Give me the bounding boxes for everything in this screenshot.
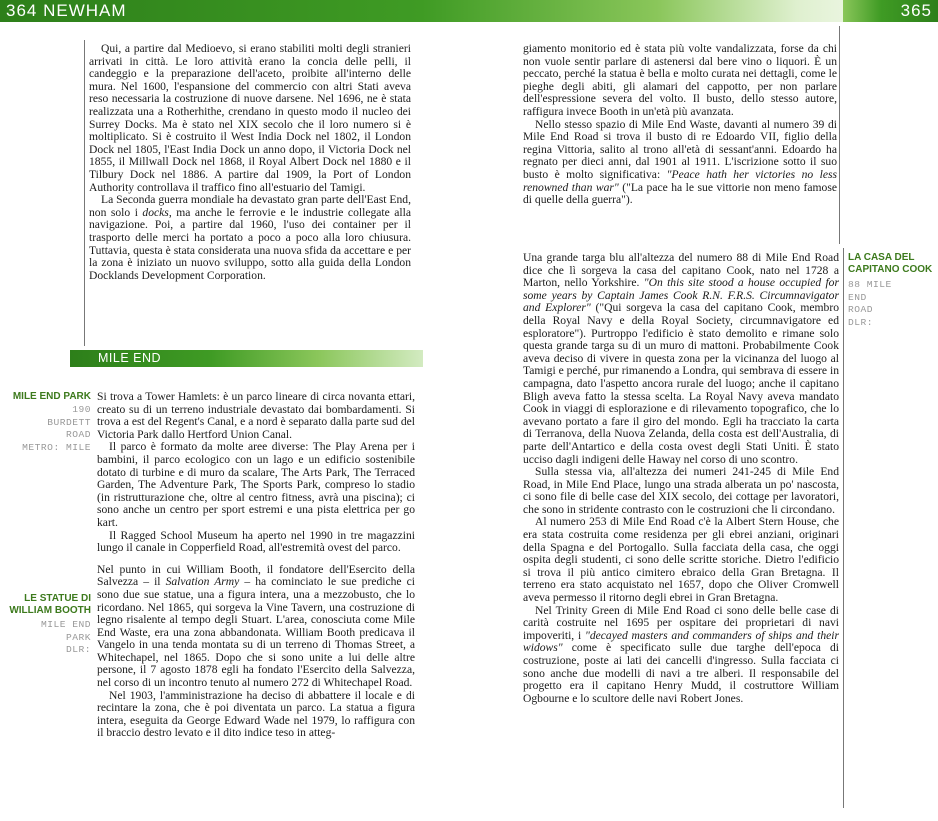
paragraph: Nel Trinity Green di Mile End Road ci sono delle belle case di carità costruite nel 1695 per ospitare dei proprietari di navi impoveriti, i "decayed masters and commanders of ships and their widows" come è specificato sulle due targhe dell'epoca di costruzione, poste ai lati dei cancelli d'ingresso. Sulla facciata ci sono anche due modelli di navi a tre alberi. Il responsabile del progetto era il capitano Henry Mudd, il costruttore William Ogbourne e lo scultore delle navi Robert Jones.: [523, 603, 839, 705]
paragraph: giamento monitorio ed è stata più volte vandalizzata, forse da chi non vuole sentir parlare di astenersi dal bere vino o liquori. È un peccato, perché la statua è bella e molto curata nei dettagli, come le pieghe degli abiti, gli alamari del cappotto, per non parlare dell'espressione severa del volto. Il busto, dello stesso autore, raffigura invece Booth in un'età più avanzata.: [523, 42, 837, 118]
sidebar-title-captain-cook: LA CASA DEL CAPITANO COOK: [848, 252, 933, 275]
section-title: MILE END: [98, 351, 162, 365]
right-page-number: 365: [900, 1, 932, 20]
page-header-bar: [0, 0, 938, 22]
column-rule-left-top: [84, 40, 85, 346]
paragraph: La Seconda guerra mondiale ha devastato gran parte dell'East End, non solo i docks, ma anche le ferrovie e le industrie collegate alla navigazione. Poi, a partire dal 1960, l'uso dei container per il trasporto delle merci ha portato a poco a poco alla loro chiusura. Tuttavia, questa è stata considerata una nuova sfida da accettare e per la zona è iniziato un nuovo sviluppo, sotto alla guida della London Docklands Development Corporation.: [89, 193, 411, 282]
sidebar-address-cook: 88 MILE END ROAD DLR:: [848, 279, 892, 328]
paragraph: Una grande targa blu all'altezza del numero 88 di Mile End Road dice che lì sorgeva la casa del capitano Cook, nato nel 1728 a Marton, nello Yorkshire. "On this site stood a house occupied for some years by Captain James Cook R.N. F.R.S. Circumnavigator and Explorer" ("Qui sorgeva la casa del capitano Cook, membro della Royal Navy e della Royal Society, circumnavigatore ed esploratore"). Purtroppo l'edificio è stato demolito e rimane solo questa grande targa su di un muro di mattoni. Probabilmente Cook aveva deciso di vivere in questa zona per la vicinanza del luogo al Tamigi e perché, pur rimanendo a Londra, qui sembrava di essere in campagna, dato l'aspetto ancora rurale del luogo; anche il capitano Bligh aveva fatto la stessa scelta. La Royal Navy aveva mandato Cook in viaggi di esplorazione e di rilevamento topografico, che lo avevano portato a fare il giro del mondo. Egli ha tracciato la carta di Terranova, della Nuova Zelanda, della costa est dell'Australia, di parte dell'Antartico e della costa ovest degli Stati Uniti. È stato ucciso dagli indigeni delle Haway nel corso di uno scontro.: [523, 251, 839, 466]
paragraph: Nel punto in cui William Booth, il fondatore dell'Esercito della Salvezza – il Salvation Army – ha cominciato le sue prediche ci sono due sue statue, una a figura intera, una a mezzobusto, che lo ricordano. Nel 1865, qui sorgeva la Vine Tavern, una costruzione di legno risalente al tempo degli Stuart. L'area, conosciuta come Mile End Waste, era una zona abbandonata. William Booth predicava il Vangelo in una tenda montata su di un terreno di Thomas Street, a Whitechapel, nel 1865. Dopo che si sono unite a lui delle altre persone, il 7 agosto 1878 egli ha fondato l'Esercito della Salvezza, nel corso di un incontro tenuto al numero 272 di Whitechapel Road.: [97, 562, 415, 690]
paragraph: Qui, a partire dal Medioevo, si erano stabiliti molti degli stranieri arrivati in città. Le loro attività erano la concia delle pelli, il candeggio e la preparazione dell'aceto, proibite all'interno delle mura. Nel 1600, l'espansione del commercio con altri Stati aveva reso necessaria la costruzione di nuove darsene. Nel 1696, ne è stata realizzata una a Rotherhithe, crendano in questo modo il nucleo dei Surrey Docks. Ma è stato nel XIX secolo che il loro numero si è moltiplicato. Si è costruito il West India Dock nel 1802, il London Dock nel 1805, l'East India Dock un anno dopo, il Victoria Dock nel 1855, il Millwall Dock nel 1868, il Royal Albert Dock nel 1880 e il Tilbury Dock nel 1886. A partire dal 1909, la Port of London Authority controllava il traffico fino all'estuario del Tamigi.: [89, 42, 411, 194]
right-continuation-text: [523, 43, 837, 207]
paragraph: Nello stesso spazio di Mile End Waste, davanti al numero 39 di Mile End Road si trova il busto di re Edoardo VII, figlio della regina Vittoria, salito al trono all'età di sessant'anni. Edoardo ha regnato per dieci anni, dal 1901 al 1911. L'iscrizione sotto il suo busto è molto significativa: "Peace hath her victories no less renowned than war" ("La pace ha le sue vittorie non meno famose di quelle della guerra").: [523, 117, 837, 207]
paragraph: Sulla stessa via, all'altezza dei numeri 241-245 di Mile End Road, in Mile End Place, lungo una strada alberata un po' nascosta, ci sono file di belle case del XIX secolo, dei cottage per lavoratori, che sono in stridente contrasto con le costruzioni che li circondano.: [523, 465, 839, 516]
left-intro-text: [89, 43, 411, 282]
paragraph: Si trova a Tower Hamlets: è un parco lineare di circa novanta ettari, creato su di un terreno industriale devastato dai bombardamenti. Si trova a est del Regent's Canal, e a nord è separato dalla parte sud del Victoria Park dallo Hertford Union Canal.: [97, 390, 415, 441]
right-header-bar: [843, 0, 938, 22]
paragraph: Al numero 253 di Mile End Road c'è la Albert Stern House, che era stata costruita come residenza per gli ebrei anziani, originari della Spagna e del Portogallo. Sulla facciata della casa, che oggi ospita degli studenti, ci sono delle scritte storiche. Dietro l'edificio si trova il più antico cimitero ebraico della Gran Bretagna. Il terreno era stato acquistato nel 1657, dopo che Oliver Cromwell aveva permesso il ritorno degli ebrei in Gran Bretagna.: [523, 515, 839, 605]
column-rule-right: [843, 248, 844, 808]
sidebar-address-park: 190 BURDETT ROAD METRO: MILE: [22, 404, 91, 453]
sidebar-title-booth-statues: LE STATUE DI WILLIAM BOOTH: [9, 593, 91, 616]
sidebar-title-mile-end-park: MILE END PARK: [12, 391, 91, 402]
left-mile-end-text: [97, 391, 415, 740]
left-page-number: 364 NEWHAM: [6, 1, 127, 20]
right-cook-text: [523, 252, 839, 705]
paragraph: Il parco è formato da molte aree diverse: The Play Arena per i bambini, il parco ecologico con un lago e un edificio sostenibile dotato di turbine e di muro da scalare, The Arts Park, The Terraced Garden, The Adventure Park, The Sports Park, compreso lo stadio (in ristrutturazione che, oltre al centro fitness, avrà una piscina); ci sono anche un centro per sport estremi e una pista elettrica per go kart.: [97, 440, 415, 529]
column-rule-right-top: [839, 26, 840, 244]
paragraph: Il Ragged School Museum ha aperto nel 1990 in tre magazzini lungo il canale in Copperfield Road, all'estremità ovest del parco.: [97, 528, 415, 555]
section-header: [70, 350, 423, 367]
paragraph: Nel 1903, l'amministrazione ha deciso di abbattere il locale e di recintare la zona, che è poi diventata un parco. La statua a figura intera, eseguita da George Edward Wade nel 1979, lo raffigura con il braccio destro levato e il dito indice teso in atteg-: [97, 688, 415, 740]
sidebar-address-booth: MILE END PARK DLR:: [40, 619, 91, 656]
